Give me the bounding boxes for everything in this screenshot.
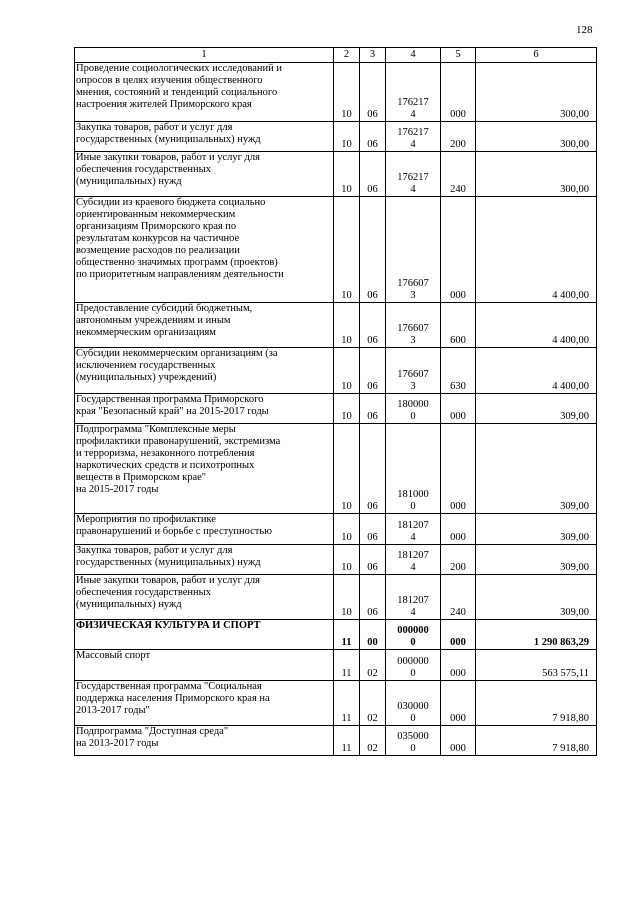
row-section-code: 10 — [334, 394, 360, 424]
table-row — [75, 620, 597, 650]
row-expense-type-code: 000 — [441, 424, 476, 514]
table-row — [75, 303, 597, 348]
table-row — [75, 394, 597, 424]
row-expense-type-code: 200 — [441, 545, 476, 575]
row-section-code: 11 — [334, 681, 360, 726]
row-expense-type-code: 240 — [441, 152, 476, 197]
row-section-code: 11 — [334, 650, 360, 681]
row-amount: 309,00 — [476, 394, 597, 424]
row-amount: 300,00 — [476, 63, 597, 122]
row-target-article-code: 176217 4 — [386, 152, 441, 197]
table-row — [75, 152, 597, 197]
row-target-article-code: 176607 3 — [386, 303, 441, 348]
row-description: Предоставление субсидий бюджетным, автономным учреждениям и иным некоммерческим организациям — [75, 303, 334, 348]
row-target-article-code: 035000 0 — [386, 726, 441, 756]
table-row — [75, 681, 597, 726]
row-target-article-code: 181207 4 — [386, 514, 441, 545]
row-section-code: 10 — [334, 152, 360, 197]
row-subsection-code: 02 — [360, 681, 386, 726]
row-amount: 7 918,80 — [476, 726, 597, 756]
row-description: Государственная программа Приморского края "Безопасный край" на 2015-2017 годы — [75, 394, 334, 424]
row-target-article-code: 181207 4 — [386, 545, 441, 575]
table-row — [75, 575, 597, 620]
header-cell: 4 — [386, 48, 441, 63]
table-row — [75, 514, 597, 545]
row-target-article-code: 000000 0 — [386, 650, 441, 681]
row-amount: 309,00 — [476, 575, 597, 620]
row-expense-type-code: 000 — [441, 63, 476, 122]
row-description: Закупка товаров, работ и услуг для государственных (муниципальных) нужд — [75, 545, 334, 575]
row-subsection-code: 06 — [360, 394, 386, 424]
row-section-code: 10 — [334, 545, 360, 575]
header-cell: 3 — [360, 48, 386, 63]
row-subsection-code: 06 — [360, 424, 386, 514]
row-expense-type-code: 000 — [441, 197, 476, 303]
row-section-code: 10 — [334, 514, 360, 545]
row-amount: 1 290 863,29 — [476, 620, 597, 650]
row-amount: 4 400,00 — [476, 197, 597, 303]
table-row — [75, 348, 597, 394]
row-target-article-code: 176217 4 — [386, 63, 441, 122]
table-row — [75, 197, 597, 303]
row-target-article-code: 181000 0 — [386, 424, 441, 514]
row-target-article-code: 176607 3 — [386, 197, 441, 303]
table-row — [75, 63, 597, 122]
row-amount: 4 400,00 — [476, 303, 597, 348]
budget-table — [74, 47, 597, 756]
row-subsection-code: 06 — [360, 348, 386, 394]
row-subsection-code: 06 — [360, 514, 386, 545]
row-description: Субсидии некоммерческим организациям (за исключением государственных (муниципальных) учреждений) — [75, 348, 334, 394]
row-expense-type-code: 600 — [441, 303, 476, 348]
row-amount: 4 400,00 — [476, 348, 597, 394]
header-cell: 2 — [334, 48, 360, 63]
table-row — [75, 650, 597, 681]
row-section-code: 10 — [334, 122, 360, 152]
row-amount: 300,00 — [476, 152, 597, 197]
row-description: ФИЗИЧЕСКАЯ КУЛЬТУРА И СПОРТ — [75, 620, 334, 650]
row-description: Государственная программа "Социальная поддержка населения Приморского края на 2013-2017 годы" — [75, 681, 334, 726]
table-row — [75, 122, 597, 152]
row-subsection-code: 02 — [360, 650, 386, 681]
header-cell: 5 — [441, 48, 476, 63]
row-description: Подпрограмма "Комплексные меры профилактики правонарушений, экстремизма и терроризма, незаконного потребления наркотических средств и психотропных веществ в Приморском крае" на 2015-2017 годы — [75, 424, 334, 514]
table-header-row — [75, 48, 597, 63]
row-description: Иные закупки товаров, работ и услуг для обеспечения государственных (муниципальных) нужд — [75, 575, 334, 620]
row-target-article-code: 000000 0 — [386, 620, 441, 650]
row-target-article-code: 180000 0 — [386, 394, 441, 424]
row-subsection-code: 06 — [360, 197, 386, 303]
row-description: Массовый спорт — [75, 650, 334, 681]
row-amount: 309,00 — [476, 424, 597, 514]
row-description: Субсидии из краевого бюджета социально ориентированным некоммерческим организациям Приморского края по результатам конкурсов на частичное возмещение расходов по реализации общественно значимых программ (проектов) по приоритетным направлениям деятельности — [75, 197, 334, 303]
row-expense-type-code: 000 — [441, 514, 476, 545]
row-subsection-code: 06 — [360, 303, 386, 348]
row-expense-type-code: 000 — [441, 681, 476, 726]
table-row — [75, 545, 597, 575]
row-target-article-code: 181207 4 — [386, 575, 441, 620]
row-description: Подпрограмма "Доступная среда" на 2013-2017 годы — [75, 726, 334, 756]
row-subsection-code: 06 — [360, 575, 386, 620]
row-subsection-code: 06 — [360, 122, 386, 152]
page-number: 128 — [576, 24, 593, 36]
row-subsection-code: 06 — [360, 63, 386, 122]
row-section-code: 10 — [334, 63, 360, 122]
row-amount: 300,00 — [476, 122, 597, 152]
row-section-code: 11 — [334, 726, 360, 756]
row-description: Мероприятия по профилактике правонарушений и борьбе с преступностью — [75, 514, 334, 545]
table-row — [75, 726, 597, 756]
row-section-code: 11 — [334, 620, 360, 650]
row-expense-type-code: 240 — [441, 575, 476, 620]
row-description: Закупка товаров, работ и услуг для государственных (муниципальных) нужд — [75, 122, 334, 152]
row-target-article-code: 030000 0 — [386, 681, 441, 726]
row-expense-type-code: 000 — [441, 650, 476, 681]
row-expense-type-code: 000 — [441, 620, 476, 650]
row-section-code: 10 — [334, 348, 360, 394]
row-subsection-code: 06 — [360, 545, 386, 575]
header-cell: 6 — [476, 48, 597, 63]
row-expense-type-code: 000 — [441, 726, 476, 756]
row-subsection-code: 06 — [360, 152, 386, 197]
row-section-code: 10 — [334, 575, 360, 620]
row-section-code: 10 — [334, 303, 360, 348]
row-amount: 309,00 — [476, 514, 597, 545]
row-amount: 563 575,11 — [476, 650, 597, 681]
row-expense-type-code: 200 — [441, 122, 476, 152]
row-section-code: 10 — [334, 424, 360, 514]
row-section-code: 10 — [334, 197, 360, 303]
row-target-article-code: 176607 3 — [386, 348, 441, 394]
row-subsection-code: 00 — [360, 620, 386, 650]
row-expense-type-code: 000 — [441, 394, 476, 424]
table-row — [75, 424, 597, 514]
row-amount: 7 918,80 — [476, 681, 597, 726]
row-description: Иные закупки товаров, работ и услуг для обеспечения государственных (муниципальных) нужд — [75, 152, 334, 197]
row-amount: 309,00 — [476, 545, 597, 575]
row-expense-type-code: 630 — [441, 348, 476, 394]
header-cell: 1 — [75, 48, 334, 63]
row-description: Проведение социологических исследований и опросов в целях изучения общественного мнения, состояний и тенденций социального настроения жителей Приморского края — [75, 63, 334, 122]
row-subsection-code: 02 — [360, 726, 386, 756]
row-target-article-code: 176217 4 — [386, 122, 441, 152]
